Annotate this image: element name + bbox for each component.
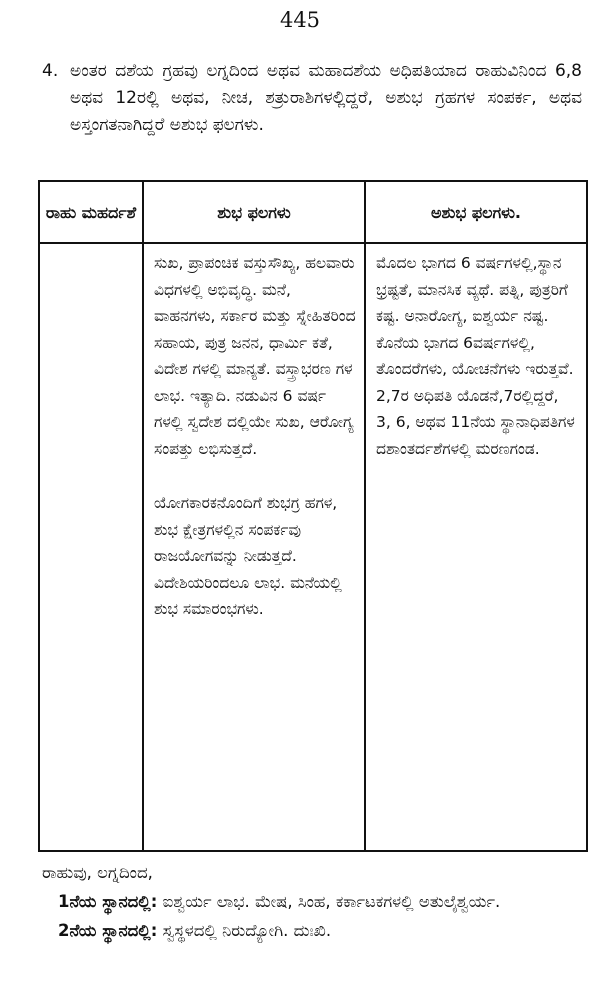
cell-bad-results: [365, 243, 587, 851]
first-house-text: ಐಶ್ವರ್ಯ ಲಾಭ. ಮೇಷ, ಸಿಂಹ, ಕರ್ಕಾಟಕಗಳಲ್ಲಿ ಅತುಲೈಶ್ವರ್ಯ.: [157, 892, 501, 911]
intro-number: 4.: [42, 61, 59, 81]
second-house-label: 2ನೆಯ ಸ್ಥಾನದಲ್ಲಿ:: [58, 921, 158, 940]
table-row: [39, 243, 587, 851]
cell-dasha: [39, 243, 143, 851]
outro-section: [42, 858, 582, 945]
header-good-results: ಶುಭ ಫಲಗಳು: [143, 181, 365, 243]
cell-good-results: [143, 243, 365, 851]
rahu-dasha-table: [38, 180, 588, 852]
second-house-text: ಸ್ವಸ್ಥಳದಲ್ಲಿ ನಿರುದ್ಯೋಗಿ. ದುಃಖಿ.: [157, 921, 332, 940]
good-results-paragraph-1: ಸುಖ, ಪ್ರಾಪಂಚಿಕ ವಸ್ತುಸೌಖ್ಯ, ಹಲವಾರು ವಿಧಗಳಲ್ಲಿ ಅಭಿವೃದ್ಧಿ. ಮನೆ, ವಾಹನಗಳು, ಸರ್ಕಾರ ಮತ್ತು ಸ್ನೇಹಿತರಿಂದ ಸಹಾಯ, ಪುತ್ರ ಜನನ, ಧಾರ್ಮಿ ಕತೆ, ವಿದೇಶ ಗಳಲ್ಲಿ ಮಾನ್ಯತೆ. ವಸ್ತ್ರಾಭರಣ ಗಳ ಲಾಭ. ಇತ್ಯಾದಿ. ನಡುವಿನ 6 ವರ್ಷ ಗಳಲ್ಲಿ ಸ್ವದೇಶ ದಲ್ಲಿಯೇ ಸುಖ, ಆರೋಗ್ಯ ಸಂಪತ್ತು ಲಭಿಸುತ್ತದೆ.: [154, 254, 356, 458]
first-house-label: 1ನೆಯ ಸ್ಥಾನದಲ್ಲಿ:: [58, 892, 158, 911]
intro-paragraph: [42, 58, 582, 139]
intro-text: ಅಂತರ ದಶೆಯ ಗ್ರಹವು ಲಗ್ನದಿಂದ ಅಥವ ಮಹಾದಶೆಯ ಅಧಿಪತಿಯಾದ ರಾಹುವಿನಿಂದ 6,8 ಅಥವ 12ರಲ್ಲಿ ಅಥವ, ನೀಚ, ಶತ್ರುರಾಶಿಗಳಲ್ಲಿದ್ದರೆ, ಅಶುಭ ಗ್ರಹಗಳ ಸಂಪರ್ಕ, ಅಥವ ಅಸ್ತಂಗತನಾಗಿದ್ದರೆ ಅಶುಭ ಫಲಗಳು.: [70, 61, 582, 135]
bad-results-paragraph: ಮೊದಲ ಭಾಗದ 6 ವರ್ಷಗಳಲ್ಲಿ,ಸ್ಥಾನ ಭ್ರಷ್ಟತೆ, ಮಾನಸಿಕ ವ್ಯಥೆ. ಪತ್ನಿ, ಪುತ್ರರಿಗೆ ಕಷ್ಟ. ಅನಾರೋಗ್ಯ, ಐಶ್ವರ್ಯ ನಷ್ಟ. ಕೊನೆಯ ಭಾಗದ 6ವರ್ಷಗಳಲ್ಲಿ, ತೊಂದರೆಗಳು, ಯೋಚನೆಗಳು ಇರುತ್ತವೆ. 2,7ರ ಅಧಿಪತಿ ಯೊಡನೆ,7ರಲ್ಲಿದ್ದರೆ, 3, 6, ಅಥವ 11ನೆಯ ಸ್ಥಾನಾಧಿಪತಿಗಳ ದಶಾಂತರ್ದಶೆಗಳಲ್ಲಿ ಮರಣಗಂಡ.: [376, 254, 575, 458]
header-rahu-mahadasha: ರಾಹು ಮಹರ್ದಶೆ: [39, 181, 143, 243]
page-number: 445: [279, 8, 321, 32]
header-bad-results: ಅಶುಭ ಫಲಗಳು.: [365, 181, 587, 243]
outro-line: ರಾಹುವು, ಲಗ್ನದಿಂದ,: [42, 863, 153, 882]
second-house-item: [42, 916, 582, 945]
good-results-paragraph-2: ಯೋಗಕಾರಕನೊಂದಿಗೆ ಶುಭಗ್ರ ಹಗಳ, ಶುಭ ಕ್ಷೇತ್ರಗಳಲ್ಲಿನ ಸಂಪರ್ಕವು ರಾಜಯೋಗವನ್ನು ನೀಡುತ್ತದೆ. ವಿದೇಶಿಯರಿಂದಲೂ ಲಾಭ. ಮನೆಯಲ್ಲಿ ಶುಭ ಸಮಾರಂಭಗಳು.: [154, 494, 342, 618]
first-house-item: [42, 887, 582, 916]
table-header-row: [39, 181, 587, 243]
